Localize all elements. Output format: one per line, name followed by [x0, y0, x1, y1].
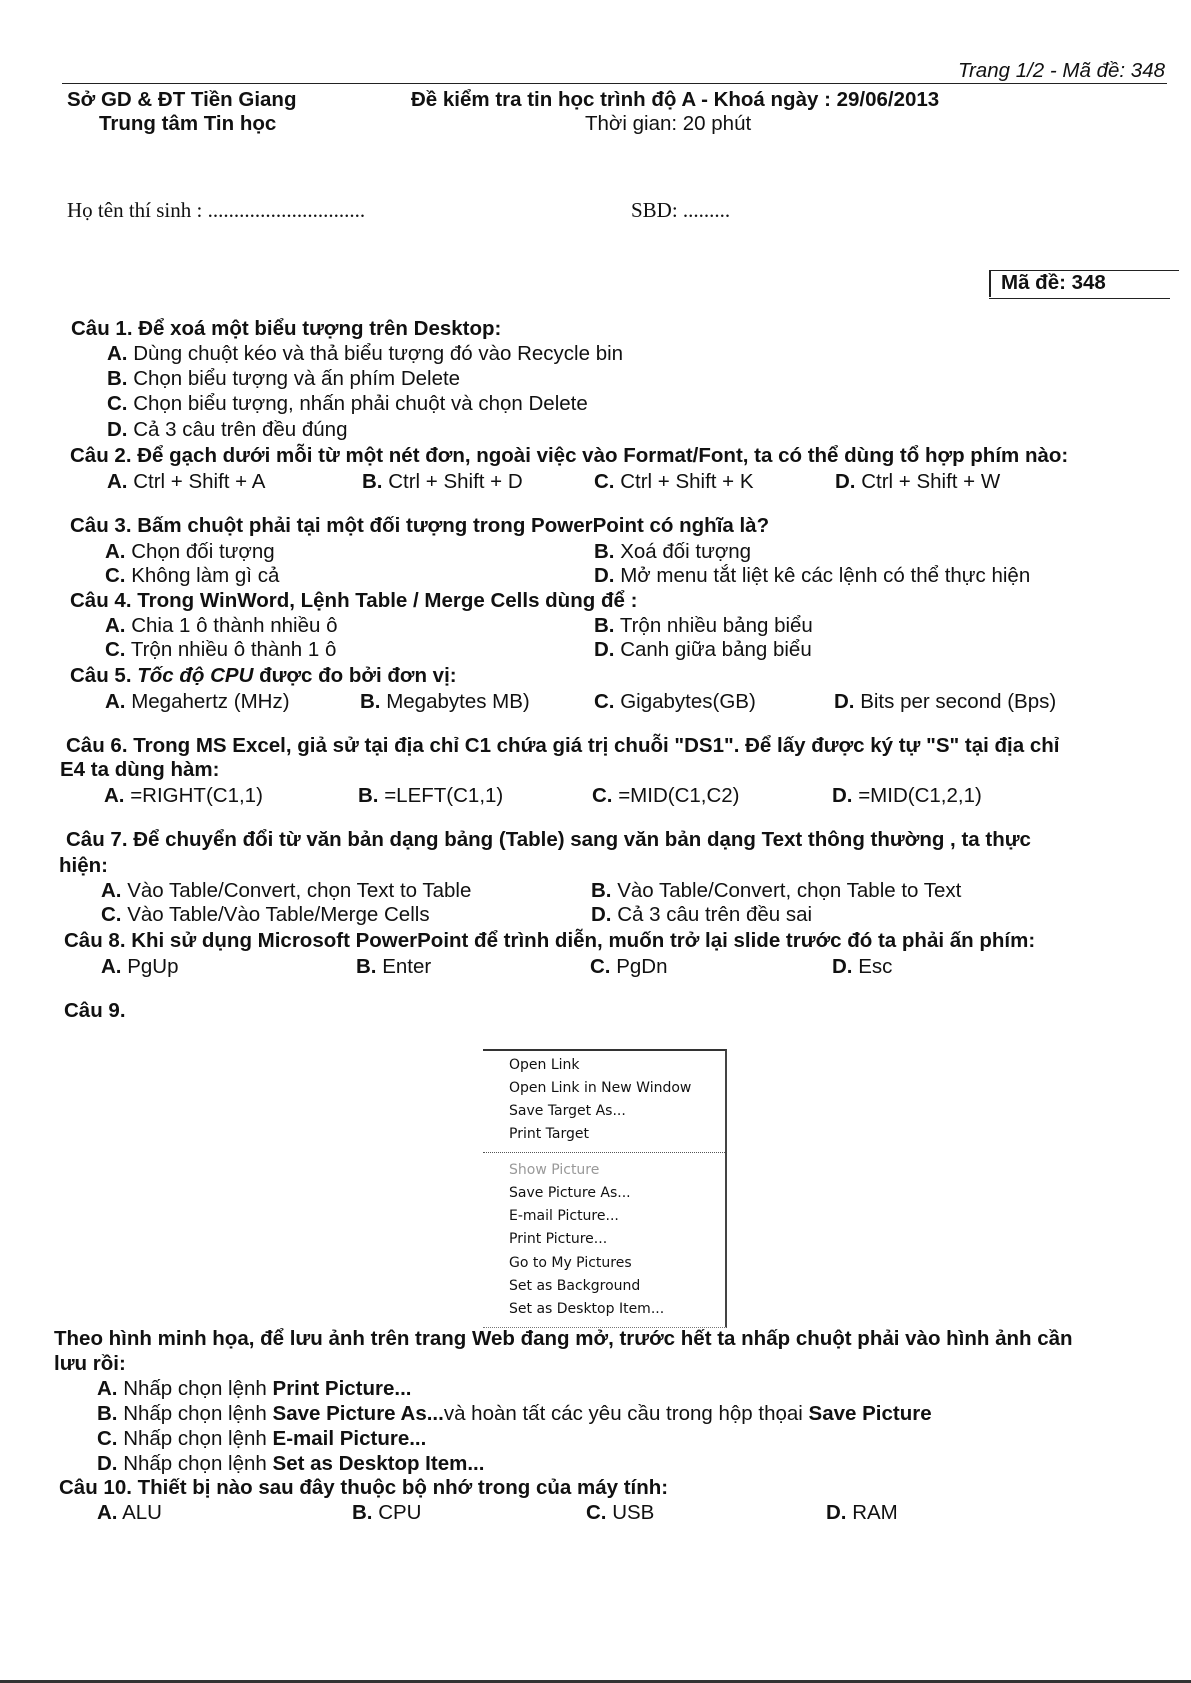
option	[101, 879, 471, 903]
option-letter: C.	[592, 784, 613, 807]
option-text: Ctrl + Shift + A	[127, 470, 266, 493]
option	[356, 955, 431, 979]
option-text: Trộn nhiều ô thành 1 ô	[125, 638, 337, 661]
option-text: Chọn biểu tượng, nhấn phải chuột và chọn Delete	[127, 392, 588, 415]
option-letter: B.	[594, 614, 615, 637]
option-letter: C.	[590, 955, 611, 978]
option	[105, 638, 336, 662]
option	[107, 418, 347, 442]
question-6: Câu 6. Trong MS Excel, giả sử tại địa chỉ C1 chứa giá trị chuỗi "DS1". Để lấy được ký tự "S" tại địa chỉ	[66, 734, 1060, 757]
option-letter: D.	[107, 418, 128, 441]
option-command: E-mail Picture...	[272, 1427, 427, 1450]
option-text: PgUp	[121, 955, 179, 978]
option	[105, 564, 279, 588]
option	[107, 392, 588, 416]
option-letter: A.	[97, 1501, 118, 1524]
option-text: Ctrl + Shift + K	[614, 470, 754, 493]
dept-name: Sở GD & ĐT Tiền Giang	[67, 88, 297, 111]
option-text: USB	[606, 1501, 655, 1524]
option-text: Nhấp chọn lệnh	[117, 1402, 273, 1425]
context-menu-image	[483, 1049, 727, 1328]
option	[97, 1427, 426, 1451]
option	[101, 903, 430, 927]
option-letter: C.	[97, 1427, 118, 1450]
option-letter: B.	[97, 1402, 118, 1425]
option-text: Vào Table/Vào Table/Merge Cells	[121, 903, 430, 926]
option	[104, 784, 263, 808]
option	[97, 1377, 412, 1401]
option-letter: D.	[832, 784, 853, 807]
option-text: Megahertz (MHz)	[125, 690, 290, 713]
option-letter: B.	[360, 690, 381, 713]
option-command: Save Picture As...	[272, 1402, 444, 1425]
option-letter: B.	[362, 470, 383, 493]
option-text: Enter	[376, 955, 432, 978]
option-text: Chọn đối tượng	[125, 540, 275, 563]
option-text: =MID(C1,C2)	[612, 784, 740, 807]
option	[101, 955, 178, 979]
student-name-field: Họ tên thí sinh : ..............................	[67, 198, 366, 222]
option-letter: B.	[352, 1501, 373, 1524]
option-text: Chia 1 ô thành nhiều ô	[125, 614, 338, 637]
option	[97, 1402, 932, 1426]
option	[591, 879, 961, 903]
option	[586, 1501, 654, 1525]
option	[105, 614, 338, 638]
option	[358, 784, 503, 808]
option-text: Chọn biểu tượng và ấn phím Delete	[127, 367, 461, 390]
option-text: =LEFT(C1,1)	[378, 784, 504, 807]
menu-item-go-to-my-pictures: Go to My Pictures	[509, 1255, 632, 1271]
option	[590, 955, 667, 979]
option-text: CPU	[372, 1501, 422, 1524]
question-7: Câu 7. Để chuyển đổi từ văn bản dạng bảng (Table) sang văn bản dạng Text thông thường , ta thực	[66, 828, 1031, 851]
option-text: =MID(C1,2,1)	[852, 784, 982, 807]
option	[107, 470, 265, 494]
option-text: Esc	[852, 955, 893, 978]
option-text: Vào Table/Convert, chọn Table to Text	[611, 879, 962, 902]
option-letter: A.	[105, 690, 126, 713]
center-name: Trung tâm Tin học	[99, 112, 277, 135]
option	[594, 564, 1030, 588]
question-9-stem: Theo hình minh họa, để lưu ảnh trên trang Web đang mở, trước hết ta nhấp chuột phải vào hình ảnh cần	[54, 1327, 1073, 1350]
option-text: Ctrl + Shift + W	[855, 470, 1001, 493]
option	[360, 690, 530, 714]
option	[107, 367, 460, 391]
option-text: Nhấp chọn lệnh	[117, 1377, 273, 1400]
option-letter: B.	[591, 879, 612, 902]
option	[832, 955, 892, 979]
option-letter: D.	[594, 564, 615, 587]
exam-title: Đề kiểm tra tin học trình độ A - Khoá ngày : 29/06/2013	[411, 88, 940, 111]
question-9: Câu 9.	[64, 999, 126, 1022]
option-letter: A.	[101, 955, 122, 978]
menu-item-set-as-background: Set as Background	[509, 1278, 641, 1294]
option-letter: D.	[97, 1452, 118, 1475]
option	[591, 903, 812, 927]
option-letter: A.	[104, 784, 125, 807]
option-letter: A.	[97, 1377, 118, 1400]
question-4: Câu 4. Trong WinWord, Lệnh Table / Merge Cells dùng để :	[70, 589, 638, 612]
option-text: Xoá đối tượng	[614, 540, 752, 563]
menu-separator	[483, 1152, 725, 1153]
option	[105, 540, 275, 564]
option-text-cont: và hoàn tất các yêu cầu trong hộp thọai	[443, 1402, 809, 1425]
option-text: Trộn nhiều bảng biểu	[614, 614, 813, 637]
menu-item-email-picture: E-mail Picture...	[509, 1208, 619, 1224]
option	[97, 1452, 484, 1476]
option	[352, 1501, 421, 1525]
option	[826, 1501, 898, 1525]
sbd-field: SBD: .........	[631, 198, 731, 222]
option-text: Bits per second (Bps)	[854, 690, 1057, 713]
option-letter: B.	[107, 367, 128, 390]
option-text: Ctrl + Shift + D	[382, 470, 523, 493]
option-text: RAM	[846, 1501, 898, 1524]
menu-item-save-target-as: Save Target As...	[509, 1103, 626, 1119]
option-letter: A.	[105, 614, 126, 637]
option-text: Vào Table/Convert, chọn Text to Table	[121, 879, 472, 902]
option-letter: D.	[826, 1501, 847, 1524]
option	[105, 690, 290, 714]
question-6-cont: E4 ta dùng hàm:	[60, 758, 220, 781]
option-letter: C.	[594, 690, 615, 713]
menu-item-show-picture: Show Picture	[509, 1162, 600, 1178]
option-letter: A.	[107, 470, 128, 493]
option-text: Dùng chuột kéo và thả biểu tượng đó vào Recycle bin	[127, 342, 624, 365]
option-text: Cả 3 câu trên đều đúng	[127, 418, 348, 441]
option	[835, 470, 1000, 494]
option-text: Không làm gì cả	[125, 564, 280, 587]
exam-time: Thời gian: 20 phút	[585, 112, 752, 135]
option-letter: D.	[591, 903, 612, 926]
code-rule	[989, 298, 1170, 299]
question-3: Câu 3. Bấm chuột phải tại một đối tượng trong PowerPoint có nghĩa là?	[70, 514, 770, 537]
option-letter: B.	[356, 955, 377, 978]
option-letter: D.	[835, 470, 856, 493]
menu-item-open-link: Open Link	[509, 1057, 580, 1073]
menu-item-print-target: Print Target	[509, 1126, 589, 1142]
option-text: Cả 3 câu trên đều sai	[611, 903, 813, 926]
option-letter: C.	[105, 564, 126, 587]
option-letter: D.	[594, 638, 615, 661]
option-command: Set as Desktop Item...	[272, 1452, 485, 1475]
question-2: Câu 2. Để gạch dưới mỗi từ một nét đơn, ngoài việc vào Format/Font, ta có thể dùng tổ hợp phím nào:	[70, 444, 1069, 467]
question-5	[70, 664, 457, 688]
option-letter: C.	[101, 903, 122, 926]
option	[594, 540, 751, 564]
option	[97, 1501, 162, 1525]
question-number: Câu 5.	[70, 664, 138, 687]
option	[594, 638, 812, 662]
option-letter: B.	[594, 540, 615, 563]
option-letter: D.	[834, 690, 855, 713]
question-9-stem-cont: lưu rồi:	[54, 1352, 126, 1375]
option	[592, 784, 740, 808]
option	[362, 470, 523, 494]
option-letter: A.	[107, 342, 128, 365]
page-label: Trang 1/2 - Mã đề: 348	[957, 59, 1165, 82]
option-text: PgDn	[610, 955, 668, 978]
option-letter: B.	[358, 784, 379, 807]
option	[832, 784, 982, 808]
question-emphasis: Tốc độ CPU	[137, 664, 254, 687]
option-letter: C.	[107, 392, 128, 415]
option	[594, 470, 754, 494]
option-text: ALU	[117, 1501, 162, 1524]
question-10: Câu 10. Thiết bị nào sau đây thuộc bộ nhớ trong của máy tính:	[59, 1476, 669, 1499]
option-command: Print Picture...	[272, 1377, 412, 1400]
option-letter: A.	[105, 540, 126, 563]
question-text: được đo bởi đơn vị:	[253, 664, 457, 687]
option-text: Nhấp chọn lệnh	[117, 1452, 273, 1475]
menu-item-open-link-new-window: Open Link in New Window	[509, 1080, 692, 1096]
option-text: Nhấp chọn lệnh	[117, 1427, 273, 1450]
option-text: =RIGHT(C1,1)	[124, 784, 263, 807]
question-7-cont: hiện:	[59, 854, 108, 877]
option-letter: A.	[101, 879, 122, 902]
option-text: Mở menu tắt liệt kê các lệnh có thể thực hiện	[614, 564, 1031, 587]
menu-item-save-picture-as: Save Picture As...	[509, 1185, 631, 1201]
option-dialog-name: Save Picture	[808, 1402, 932, 1425]
question-1: Câu 1. Để xoá một biểu tượng trên Desktop:	[71, 317, 502, 340]
option	[594, 614, 813, 638]
question-8: Câu 8. Khi sử dụng Microsoft PowerPoint để trình diễn, muốn trở lại slide trước đó ta phải ấn phím:	[64, 929, 1036, 952]
option-text: Gigabytes(GB)	[614, 690, 756, 713]
option	[594, 690, 756, 714]
option-letter: C.	[586, 1501, 607, 1524]
option-letter: D.	[832, 955, 853, 978]
header-rule	[62, 83, 1167, 84]
option-text: Megabytes MB)	[380, 690, 530, 713]
menu-item-print-picture: Print Picture...	[509, 1231, 608, 1247]
menu-item-set-as-desktop-item: Set as Desktop Item...	[509, 1301, 665, 1317]
option-letter: C.	[105, 638, 126, 661]
exam-code-box: Mã đề: 348	[989, 270, 1179, 297]
option-letter: C.	[594, 470, 615, 493]
option	[834, 690, 1056, 714]
option	[107, 342, 623, 366]
option-text: Canh giữa bảng biểu	[614, 638, 812, 661]
